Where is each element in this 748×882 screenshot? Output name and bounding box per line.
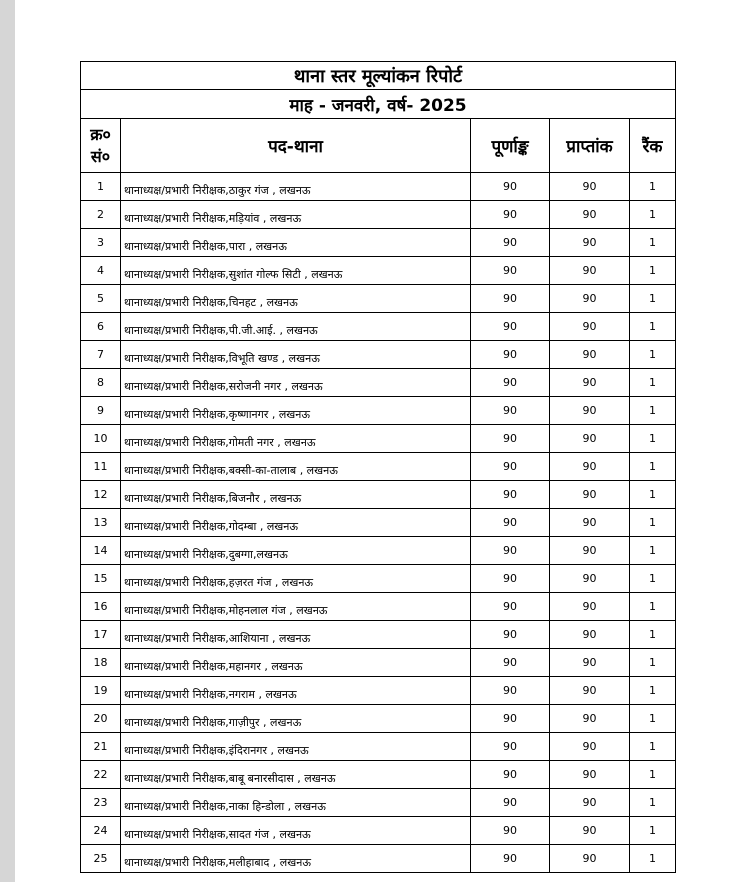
row-post-station: थानाध्यक्ष/प्रभारी निरीक्षक,दुबग्गा,लखनऊ <box>121 537 471 565</box>
row-full-marks: 90 <box>471 817 550 845</box>
table-row <box>81 817 676 845</box>
row-obtained-marks: 90 <box>550 761 630 789</box>
row-post-station: थानाध्यक्ष/प्रभारी निरीक्षक,इंदिरानगर , लखनऊ <box>121 733 471 761</box>
row-obtained-marks: 90 <box>550 537 630 565</box>
table-row <box>81 341 676 369</box>
row-serial-number: 6 <box>81 313 121 341</box>
row-full-marks: 90 <box>471 453 550 481</box>
row-serial-number: 22 <box>81 761 121 789</box>
row-rank: 1 <box>630 565 676 593</box>
row-obtained-marks: 90 <box>550 845 630 873</box>
row-rank: 1 <box>630 257 676 285</box>
row-post-station: थानाध्यक्ष/प्रभारी निरीक्षक,सरोजनी नगर , लखनऊ <box>121 369 471 397</box>
row-obtained-marks: 90 <box>550 677 630 705</box>
row-serial-number: 14 <box>81 537 121 565</box>
row-rank: 1 <box>630 173 676 201</box>
header-obtained-marks: प्राप्तांक <box>550 119 630 173</box>
row-obtained-marks: 90 <box>550 593 630 621</box>
row-obtained-marks: 90 <box>550 649 630 677</box>
row-rank: 1 <box>630 453 676 481</box>
row-post-station: थानाध्यक्ष/प्रभारी निरीक्षक,गोमती नगर , लखनऊ <box>121 425 471 453</box>
row-serial-number: 2 <box>81 201 121 229</box>
row-full-marks: 90 <box>471 173 550 201</box>
row-rank: 1 <box>630 733 676 761</box>
row-post-station: थानाध्यक्ष/प्रभारी निरीक्षक,कृष्णानगर , लखनऊ <box>121 397 471 425</box>
row-rank: 1 <box>630 369 676 397</box>
row-rank: 1 <box>630 229 676 257</box>
row-obtained-marks: 90 <box>550 369 630 397</box>
row-serial-number: 12 <box>81 481 121 509</box>
row-obtained-marks: 90 <box>550 621 630 649</box>
row-serial-number: 1 <box>81 173 121 201</box>
row-full-marks: 90 <box>471 509 550 537</box>
row-full-marks: 90 <box>471 257 550 285</box>
row-full-marks: 90 <box>471 341 550 369</box>
column-header-row <box>81 119 676 173</box>
row-post-station: थानाध्यक्ष/प्रभारी निरीक्षक,पी.जी.आई. , लखनऊ <box>121 313 471 341</box>
row-obtained-marks: 90 <box>550 173 630 201</box>
row-rank: 1 <box>630 593 676 621</box>
row-post-station: थानाध्यक्ष/प्रभारी निरीक्षक,सादत गंज , लखनऊ <box>121 817 471 845</box>
row-full-marks: 90 <box>471 313 550 341</box>
header-rank: रैंक <box>630 119 676 173</box>
row-full-marks: 90 <box>471 705 550 733</box>
row-rank: 1 <box>630 481 676 509</box>
row-post-station: थानाध्यक्ष/प्रभारी निरीक्षक,ठाकुर गंज , लखनऊ <box>121 173 471 201</box>
row-full-marks: 90 <box>471 845 550 873</box>
row-serial-number: 16 <box>81 593 121 621</box>
viewer-left-margin <box>0 0 15 882</box>
table-row <box>81 509 676 537</box>
row-obtained-marks: 90 <box>550 453 630 481</box>
row-post-station: थानाध्यक्ष/प्रभारी निरीक्षक,मोहनलाल गंज , लखनऊ <box>121 593 471 621</box>
table-row <box>81 845 676 873</box>
row-obtained-marks: 90 <box>550 733 630 761</box>
row-post-station: थानाध्यक्ष/प्रभारी निरीक्षक,पारा , लखनऊ <box>121 229 471 257</box>
row-rank: 1 <box>630 705 676 733</box>
row-post-station: थानाध्यक्ष/प्रभारी निरीक्षक,नाका हिन्डोला , लखनऊ <box>121 789 471 817</box>
table-row <box>81 705 676 733</box>
header-serial-number: क्र० सं० <box>81 119 121 173</box>
row-post-station: थानाध्यक्ष/प्रभारी निरीक्षक,हज़रत गंज , लखनऊ <box>121 565 471 593</box>
row-post-station: थानाध्यक्ष/प्रभारी निरीक्षक,चिनहट , लखनऊ <box>121 285 471 313</box>
row-full-marks: 90 <box>471 537 550 565</box>
row-rank: 1 <box>630 201 676 229</box>
row-serial-number: 21 <box>81 733 121 761</box>
row-serial-number: 17 <box>81 621 121 649</box>
row-serial-number: 18 <box>81 649 121 677</box>
row-serial-number: 5 <box>81 285 121 313</box>
row-post-station: थानाध्यक्ष/प्रभारी निरीक्षक,आशियाना , लखनऊ <box>121 621 471 649</box>
row-full-marks: 90 <box>471 789 550 817</box>
row-obtained-marks: 90 <box>550 341 630 369</box>
row-serial-number: 23 <box>81 789 121 817</box>
row-full-marks: 90 <box>471 761 550 789</box>
table-row <box>81 537 676 565</box>
row-obtained-marks: 90 <box>550 705 630 733</box>
subtitle-row <box>81 90 676 119</box>
header-post-station: पद-थाना <box>121 119 471 173</box>
row-full-marks: 90 <box>471 565 550 593</box>
table-row <box>81 313 676 341</box>
row-post-station: थानाध्यक्ष/प्रभारी निरीक्षक,गोदम्बा , लखनऊ <box>121 509 471 537</box>
row-post-station: थानाध्यक्ष/प्रभारी निरीक्षक,मड़ियांव , लखनऊ <box>121 201 471 229</box>
row-rank: 1 <box>630 509 676 537</box>
header-full-marks: पूर्णाङ्क <box>471 119 550 173</box>
row-serial-number: 20 <box>81 705 121 733</box>
row-serial-number: 19 <box>81 677 121 705</box>
row-full-marks: 90 <box>471 733 550 761</box>
row-post-station: थानाध्यक्ष/प्रभारी निरीक्षक,मलीहाबाद , लखनऊ <box>121 845 471 873</box>
row-post-station: थानाध्यक्ष/प्रभारी निरीक्षक,गाज़ीपुर , लखनऊ <box>121 705 471 733</box>
table-row <box>81 789 676 817</box>
row-obtained-marks: 90 <box>550 509 630 537</box>
row-post-station: थानाध्यक्ष/प्रभारी निरीक्षक,बिजनौर , लखनऊ <box>121 481 471 509</box>
title-row <box>81 62 676 90</box>
row-serial-number: 9 <box>81 397 121 425</box>
row-obtained-marks: 90 <box>550 397 630 425</box>
table-row <box>81 257 676 285</box>
row-rank: 1 <box>630 677 676 705</box>
row-full-marks: 90 <box>471 677 550 705</box>
report-table <box>80 61 676 873</box>
row-serial-number: 3 <box>81 229 121 257</box>
row-serial-number: 15 <box>81 565 121 593</box>
row-obtained-marks: 90 <box>550 201 630 229</box>
row-serial-number: 24 <box>81 817 121 845</box>
row-obtained-marks: 90 <box>550 229 630 257</box>
row-rank: 1 <box>630 313 676 341</box>
report-subtitle: माह - जनवरी, वर्ष- 2025 <box>81 90 676 119</box>
row-serial-number: 8 <box>81 369 121 397</box>
row-serial-number: 11 <box>81 453 121 481</box>
row-obtained-marks: 90 <box>550 789 630 817</box>
table-row <box>81 369 676 397</box>
row-obtained-marks: 90 <box>550 257 630 285</box>
row-full-marks: 90 <box>471 649 550 677</box>
row-full-marks: 90 <box>471 397 550 425</box>
table-row <box>81 481 676 509</box>
table-row <box>81 677 676 705</box>
table-row <box>81 565 676 593</box>
row-rank: 1 <box>630 397 676 425</box>
row-full-marks: 90 <box>471 481 550 509</box>
table-row <box>81 425 676 453</box>
table-row <box>81 453 676 481</box>
row-rank: 1 <box>630 341 676 369</box>
row-rank: 1 <box>630 761 676 789</box>
row-rank: 1 <box>630 845 676 873</box>
table-row <box>81 733 676 761</box>
row-post-station: थानाध्यक्ष/प्रभारी निरीक्षक,विभूति खण्ड , लखनऊ <box>121 341 471 369</box>
row-rank: 1 <box>630 649 676 677</box>
table-row <box>81 229 676 257</box>
table-row <box>81 621 676 649</box>
row-serial-number: 13 <box>81 509 121 537</box>
row-obtained-marks: 90 <box>550 313 630 341</box>
row-rank: 1 <box>630 621 676 649</box>
table-row <box>81 397 676 425</box>
row-serial-number: 25 <box>81 845 121 873</box>
table-row <box>81 201 676 229</box>
report-title: थाना स्तर मूल्यांकन रिपोर्ट <box>81 62 676 90</box>
row-serial-number: 7 <box>81 341 121 369</box>
row-full-marks: 90 <box>471 229 550 257</box>
row-post-station: थानाध्यक्ष/प्रभारी निरीक्षक,बक्सी-का-तालाब , लखनऊ <box>121 453 471 481</box>
table-row <box>81 173 676 201</box>
row-rank: 1 <box>630 285 676 313</box>
row-obtained-marks: 90 <box>550 285 630 313</box>
row-full-marks: 90 <box>471 621 550 649</box>
table-row <box>81 649 676 677</box>
row-full-marks: 90 <box>471 425 550 453</box>
row-rank: 1 <box>630 817 676 845</box>
row-full-marks: 90 <box>471 369 550 397</box>
table-row <box>81 285 676 313</box>
table-row <box>81 593 676 621</box>
table-row <box>81 761 676 789</box>
row-full-marks: 90 <box>471 285 550 313</box>
row-post-station: थानाध्यक्ष/प्रभारी निरीक्षक,बाबू बनारसीदास , लखनऊ <box>121 761 471 789</box>
row-rank: 1 <box>630 789 676 817</box>
row-post-station: थानाध्यक्ष/प्रभारी निरीक्षक,महानगर , लखनऊ <box>121 649 471 677</box>
row-obtained-marks: 90 <box>550 481 630 509</box>
row-full-marks: 90 <box>471 593 550 621</box>
row-serial-number: 4 <box>81 257 121 285</box>
row-obtained-marks: 90 <box>550 425 630 453</box>
row-post-station: थानाध्यक्ष/प्रभारी निरीक्षक,सुशांत गोल्फ सिटी , लखनऊ <box>121 257 471 285</box>
row-rank: 1 <box>630 425 676 453</box>
row-post-station: थानाध्यक्ष/प्रभारी निरीक्षक,नगराम , लखनऊ <box>121 677 471 705</box>
row-serial-number: 10 <box>81 425 121 453</box>
row-rank: 1 <box>630 537 676 565</box>
row-full-marks: 90 <box>471 201 550 229</box>
row-obtained-marks: 90 <box>550 817 630 845</box>
row-obtained-marks: 90 <box>550 565 630 593</box>
